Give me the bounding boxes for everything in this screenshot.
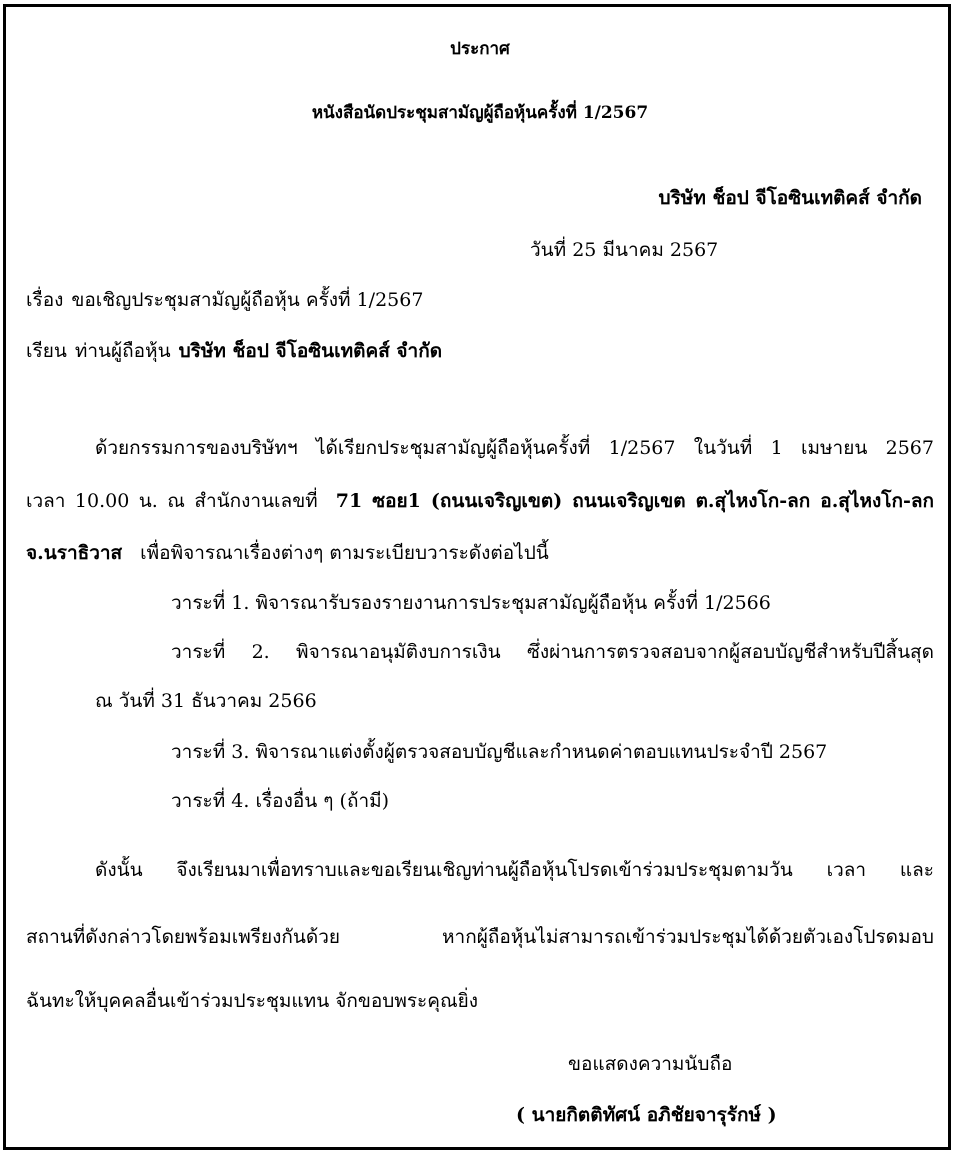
body-line-1: ด้วยกรรมการของบริษัทฯ ได้เรียกประชุมสามัญผู้ถือหุ้นครั้งที่ 1/2567 ในวันที่ 1 เมษายน 2567 [95, 437, 934, 459]
agenda-item-4: วาระที่ 4. เรื่องอื่น ๆ (ถ้ามี) [171, 790, 390, 812]
subject-text: ขอเชิญประชุมสามัญผู้ถือหุ้น ครั้งที่ 1/2567 [71, 289, 424, 311]
subject-line [26, 288, 423, 312]
body-line-3 [26, 541, 549, 565]
recipient-line [26, 339, 442, 363]
document-title: ประกาศ [450, 39, 510, 59]
body-address: 71 ซอย1 (ถนนเจริญเขต) ถนนเจริญเขต ต.สุไหงโก-ลก อ.สุไหงโก-ลก [335, 490, 934, 512]
company-name: บริษัท ช็อป จีโอซินเทติคส์ จำกัด [658, 187, 922, 209]
body-line-2 [26, 489, 934, 513]
agenda-item-1: วาระที่ 1. พิจารณารับรองรายงานการประชุมสามัญผู้ถือหุ้น ครั้งที่ 1/2566 [171, 592, 771, 614]
recipient-text: ท่านผู้ถือหุ้น [74, 340, 171, 362]
signatory-name: ( นายกิตติทัศน์ อภิชัยจารุรักษ์ ) [516, 1104, 777, 1126]
signature-regards: ขอแสดงความนับถือ [568, 1053, 733, 1075]
closing-line-2: สถานที่ดังกล่าวโดยพร้อมเพรียงกันด้วย หากผู้ถือหุ้นไม่สามารถเข้าร่วมประชุมได้ด้วยตัวเองโปรดมอบ [26, 926, 934, 948]
body-province: จ.นราธิวาส [26, 542, 123, 564]
agenda-item-3: วาระที่ 3. พิจารณาแต่งตั้งผู้ตรวจสอบบัญชีและกำหนดค่าตอบแทนประจำปี 2567 [171, 741, 828, 763]
agenda-item-2: วาระที่ 2. พิจารณาอนุมัติงบการเงิน ซึ่งผ่านการตรวจสอบจากผู้สอบบัญชีสำหรับปีสิ้นสุด [171, 641, 934, 663]
subject-label: เรื่อง [26, 289, 64, 311]
date-line: วันที่ 25 มีนาคม 2567 [530, 239, 719, 261]
recipient-label: เรียน [26, 340, 67, 362]
document-border [3, 4, 951, 1150]
closing-line-1: ดังนั้น จึงเรียนมาเพื่อทราบและขอเรียนเชิญท่านผู้ถือหุ้นโปรดเข้าร่วมประชุมตามวัน เวลา และ [95, 859, 934, 881]
agenda-item-2-continued: ณ วันที่ 31 ธันวาคม 2566 [95, 690, 317, 712]
closing-line-3: ฉันทะให้บุคคลอื่นเข้าร่วมประชุมแทน จักขอบพระคุณยิ่ง [26, 990, 479, 1012]
recipient-company: บริษัท ช็อป จีโอซินเทติคส์ จำกัด [178, 340, 443, 362]
body-purpose: เพื่อพิจารณาเรื่องต่างๆ ตามระเบียบวาระดังต่อไปนี้ [140, 542, 549, 564]
body-location-prefix: เวลา 10.00 น. ณ สำนักงานเลขที่ [26, 490, 318, 512]
document-subtitle: หนังสือนัดประชุมสามัญผู้ถือหุ้นครั้งที่ 1/2567 [311, 103, 649, 123]
